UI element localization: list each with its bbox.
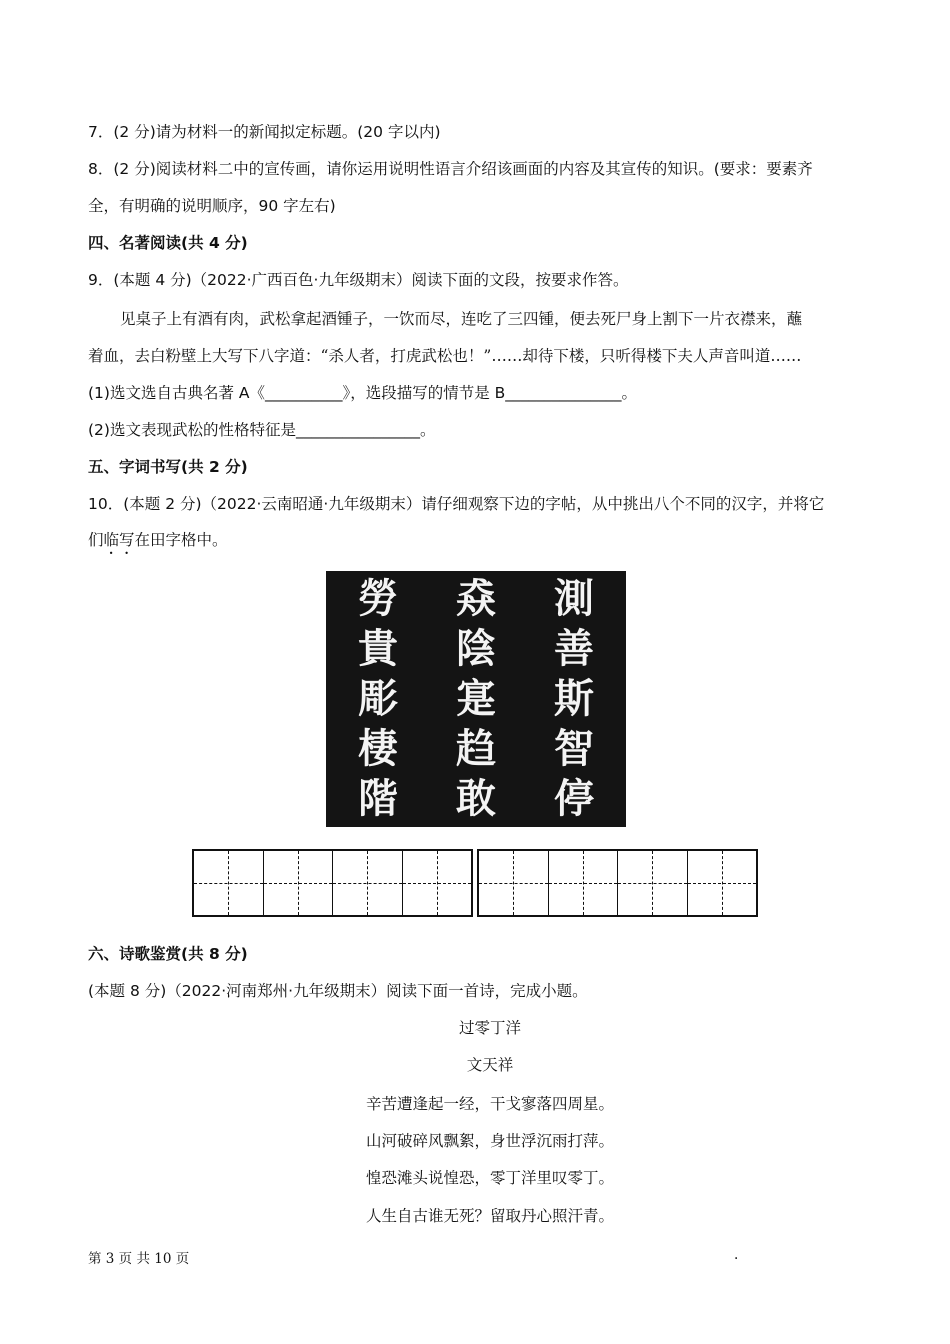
question-9-passage-line2: 着血，去白粉壁上大写下八字道：“杀人者，打虎武松也！”……却待下楼，只听得楼下夫人声音叫道…… bbox=[88, 347, 802, 365]
question-8-line2: 全，有明确的说明顺序，90 字左右) bbox=[88, 197, 336, 215]
question-11: (本题 8 分)（2022·河南郑州·九年级期末）阅读下面一首诗，完成小题。 bbox=[88, 982, 588, 1000]
rubbing-char: 停 bbox=[554, 775, 594, 822]
poem-line: 惶恐滩头说惶恐，零丁洋里叹零丁。 bbox=[365, 1169, 614, 1187]
q10-emphasis: 临写 bbox=[103, 531, 135, 549]
section-6-heading: 六、诗歌鉴赏(共 8 分) bbox=[88, 945, 248, 963]
rubbing-char: 勞 bbox=[358, 575, 398, 622]
tianzi-grid-right[interactable] bbox=[477, 849, 758, 917]
question-9: 9．(本题 4 分)（2022·广西百色·九年级期末）阅读下面的文段，按要求作答。 bbox=[88, 271, 629, 289]
rubbing-char: 斯 bbox=[554, 675, 594, 722]
question-9-passage-line1: 见桌子上有酒有肉，武松拿起酒锺子，一饮而尽，连吃了三四锺，便去死尸身上割下一片衣襟来，蘸 bbox=[120, 310, 803, 328]
rubbing-char: 階 bbox=[358, 775, 398, 822]
poem-line: 辛苦遭逢起一经，干戈寥落四周星。 bbox=[365, 1095, 614, 1113]
grid-cell[interactable] bbox=[549, 851, 619, 915]
tianzi-grid-left[interactable] bbox=[192, 849, 473, 917]
poem-line: 山河破碎风飘絮，身世浮沉雨打萍。 bbox=[365, 1132, 614, 1150]
rubbing-char: 敢 bbox=[456, 775, 496, 822]
q10-text-post: 在田字格中。 bbox=[134, 531, 228, 549]
rubbing-char: 猋 bbox=[456, 575, 496, 622]
grid-cell[interactable] bbox=[403, 851, 472, 915]
grid-cell[interactable] bbox=[333, 851, 403, 915]
grid-cell[interactable] bbox=[688, 851, 757, 915]
rubbing-char: 彫 bbox=[358, 675, 398, 722]
rubbing-char: 陰 bbox=[456, 625, 496, 672]
calligraphy-rubbing bbox=[326, 571, 626, 827]
question-8-line1: 8．(2 分)阅读材料二中的宣传画，请你运用说明性语言介绍该画面的内容及其宣传的知识。(要求：要素齐 bbox=[88, 160, 813, 178]
poem-line: 人生自古谁无死？留取丹心照汗青。 bbox=[365, 1207, 614, 1225]
rubbing-char: 棲 bbox=[358, 725, 398, 772]
rubbing-char: 寔 bbox=[456, 675, 496, 722]
poem-author: 文天祥 bbox=[466, 1056, 514, 1074]
grid-cell[interactable] bbox=[264, 851, 334, 915]
grid-cell[interactable] bbox=[194, 851, 264, 915]
rubbing-char: 善 bbox=[554, 625, 594, 672]
q10-text-pre: 们 bbox=[88, 531, 104, 549]
question-10-line1: 10．(本题 2 分)（2022·云南昭通·九年级期末）请仔细观察下边的字帖，从中挑出八个不同的汉字，并将它 bbox=[88, 495, 825, 513]
section-4-heading: 四、名著阅读(共 4 分) bbox=[88, 234, 248, 252]
question-10-line2 bbox=[88, 530, 228, 558]
question-9-sub1: (1)选文选自古典名著 A《__________》，选段描写的情节是 B_______________。 bbox=[88, 384, 638, 402]
section-5-heading: 五、字词书写(共 2 分) bbox=[88, 458, 248, 476]
rubbing-char: 智 bbox=[554, 725, 594, 772]
rubbing-char: 貴 bbox=[358, 625, 398, 672]
page-number: 第 3 页 共 10 页 bbox=[88, 1251, 190, 1267]
footer-dot: . bbox=[734, 1247, 739, 1263]
question-9-sub2: (2)选文表现武松的性格特征是________________。 bbox=[88, 421, 436, 439]
question-7: 7．(2 分)请为材料一的新闻拟定标题。(20 字以内) bbox=[88, 123, 441, 141]
rubbing-char: 趋 bbox=[456, 725, 496, 772]
poem-title: 过零丁洋 bbox=[458, 1019, 521, 1037]
grid-cell[interactable] bbox=[618, 851, 688, 915]
rubbing-char: 測 bbox=[554, 575, 594, 622]
grid-cell[interactable] bbox=[479, 851, 549, 915]
